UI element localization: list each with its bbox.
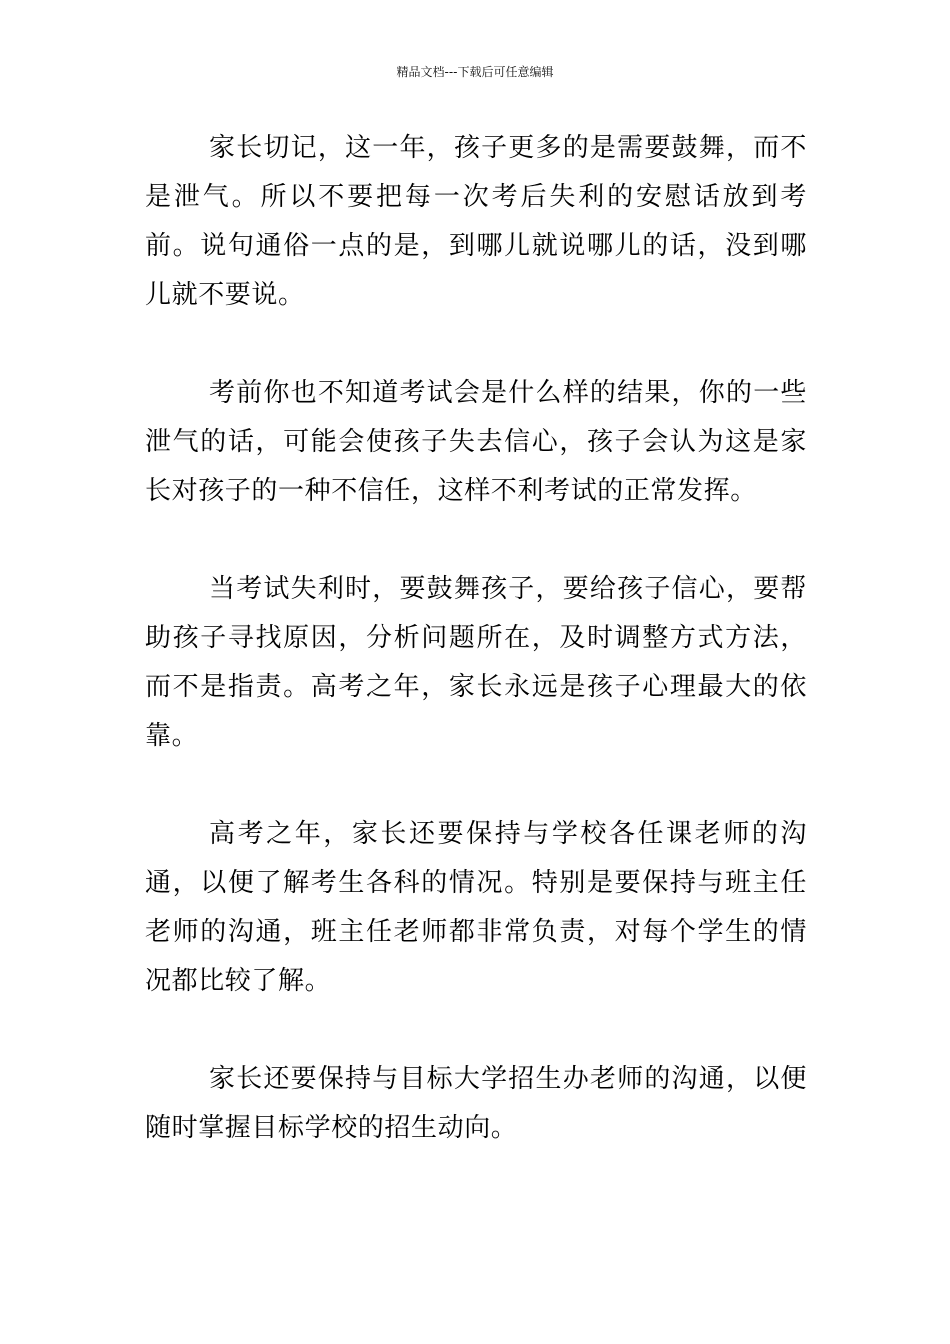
paragraph-5: 家长还要保持与目标大学招生办老师的沟通，以便随时掌握目标学校的招生动向。: [145, 1064, 807, 1143]
page-header: 精品文档---下载后可任意编辑: [396, 65, 554, 79]
document-body: [145, 124, 807, 1202]
paragraph-3: 当考试失利时，要鼓舞孩子，要给孩子信心，要帮助孩子寻找原因，分析问题所在，及时调整方式方法，而不是指责。高考之年，家长永远是孩子心理最大的依靠。: [145, 574, 807, 751]
paragraph-1: 家长切记，这一年，孩子更多的是需要鼓舞，而不是泄气。所以不要把每一次考后失利的安慰话放到考前。说句通俗一点的是，到哪儿就说哪儿的话，没到哪儿就不要说。: [145, 133, 807, 310]
paragraph-2: 考前你也不知道考试会是什么样的结果，你的一些泄气的话，可能会使孩子失去信心，孩子会认为这是家长对孩子的一种不信任，这样不利考试的正常发挥。: [145, 378, 807, 506]
paragraph-4: 高考之年，家长还要保持与学校各任课老师的沟通，以便了解考生各科的情况。特别是要保持与班主任老师的沟通，班主任老师都非常负责，对每个学生的情况都比较了解。: [145, 819, 807, 996]
